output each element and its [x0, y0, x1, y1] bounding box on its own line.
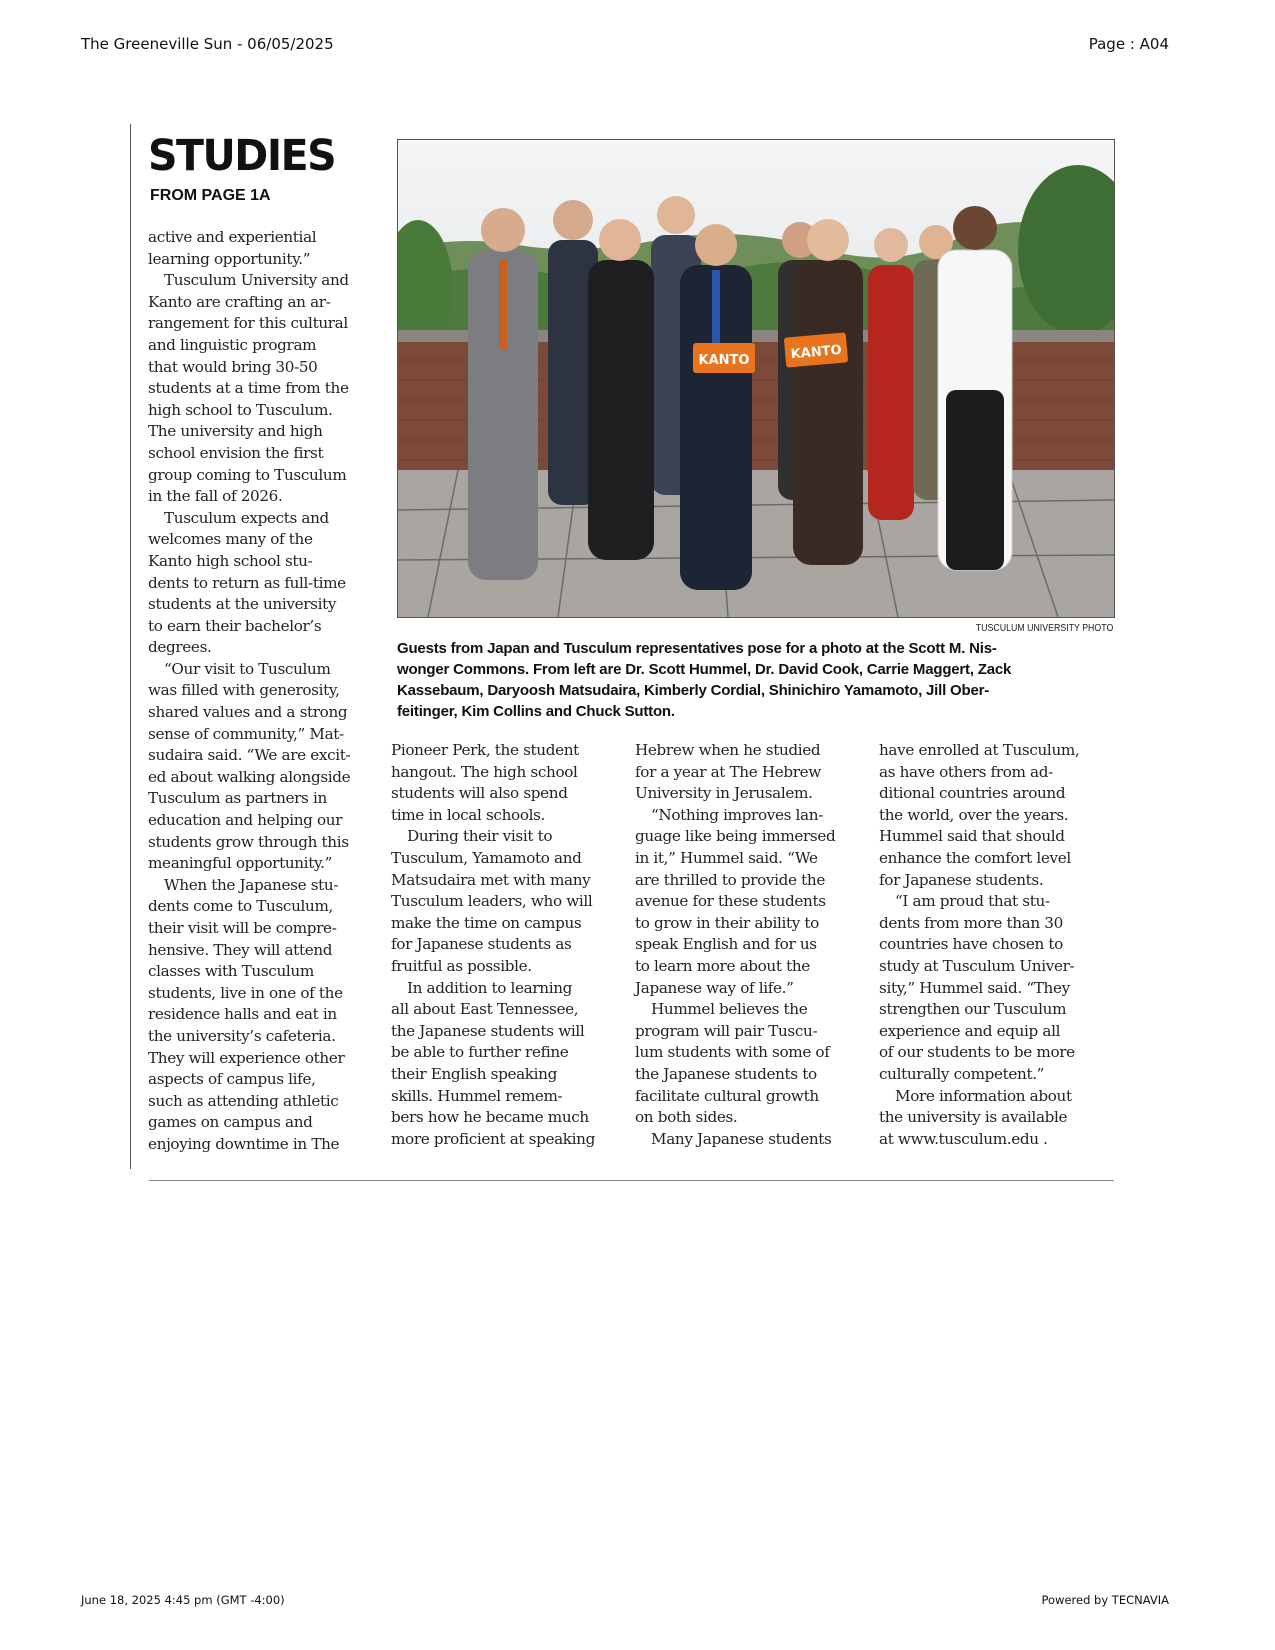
- article-text-line: their visit will be compre-: [148, 919, 337, 937]
- print-timestamp: June 18, 2025 4:45 pm (GMT -4:00): [81, 1593, 285, 1607]
- article-text-line: have enrolled at Tusculum,: [879, 741, 1080, 759]
- article-text-line: the university’s cafeteria.: [148, 1026, 336, 1045]
- article-text-line: of our students to be more: [879, 1043, 1075, 1062]
- article-text-line: ditional countries around: [879, 784, 1066, 803]
- article-text-line: lum students with some of: [635, 1043, 830, 1062]
- article-text-line: more proficient at speaking: [391, 1129, 595, 1148]
- article-text-line: make the time on campus: [391, 913, 582, 932]
- article-text-line: Hummel believes the: [651, 1000, 808, 1019]
- article-text-line: aspects of campus life,: [148, 1070, 316, 1089]
- article-text-line: be able to further refine: [391, 1043, 569, 1062]
- article-text-line: that would bring 30-50: [148, 357, 318, 376]
- powered-by: Powered by TECNAVIA: [1041, 1593, 1169, 1607]
- article-text-line: ed about walking alongside: [148, 767, 351, 786]
- article-text-line: culturally competent.”: [879, 1064, 1045, 1083]
- article-text-line: and linguistic program: [148, 335, 317, 354]
- article-text-line: Hebrew when he studied: [635, 741, 821, 759]
- article-text-line: high school to Tusculum.: [148, 400, 333, 419]
- article-text-line: dents to return as full-time: [148, 573, 346, 592]
- article-text-line: enjoying downtime in The: [148, 1134, 340, 1153]
- publication-date: The Greeneville Sun - 06/05/2025: [81, 35, 334, 53]
- article-text-line: welcomes many of the: [148, 530, 313, 549]
- article-text-line: the university is available: [879, 1108, 1068, 1127]
- article-text-line: hensive. They will attend: [148, 940, 333, 959]
- article-text-line: students at the university: [148, 595, 337, 614]
- person: [680, 224, 752, 590]
- article-text-line: fruitful as possible.: [391, 956, 532, 975]
- article-text-line: as have others from ad-: [879, 762, 1053, 781]
- article-text-line: degrees.: [148, 638, 212, 657]
- article-text-line: the Japanese students will: [391, 1021, 585, 1040]
- caption-line: Guests from Japan and Tusculum representatives pose for a photo at the Scott M. Nis-: [397, 640, 997, 657]
- article-text-line: hangout. The high school: [391, 762, 578, 781]
- caption-line: wonger Commons. From left are Dr. Scott Hummel, Dr. David Cook, Carrie Maggert, Zack: [397, 661, 1012, 678]
- article-text-line: on both sides.: [635, 1108, 738, 1127]
- kanto-sign-right: [784, 332, 848, 367]
- article-text-line: dents come to Tusculum,: [148, 897, 333, 916]
- person: [793, 219, 863, 565]
- article-text-line: experience and equip all: [879, 1021, 1061, 1040]
- article-text-line: sudaira said. “We are excit-: [148, 746, 351, 765]
- article-text-line: sity,” Hummel said. “They: [879, 978, 1070, 997]
- article-text-line: Kanto high school stu-: [148, 551, 313, 570]
- article-text-line: dents from more than 30: [879, 913, 1063, 932]
- article-text-line: education and helping our: [148, 811, 343, 830]
- article-text-line: students grow through this: [148, 832, 349, 851]
- article-text-line: avenue for these students: [635, 892, 826, 911]
- group-photo-illustration: [398, 140, 1114, 617]
- article-text-line: Tusculum University and: [164, 271, 349, 290]
- article-text-line: study at Tusculum Univer-: [879, 956, 1075, 975]
- article-column-2: [391, 740, 621, 1150]
- jump-line: FROM PAGE 1A: [150, 187, 271, 204]
- article-text-line: Kanto are crafting an ar-: [148, 292, 331, 311]
- person: [468, 208, 538, 580]
- article-text-line: all about East Tennessee,: [391, 1000, 579, 1019]
- article-text-line: They will experience other: [148, 1048, 345, 1067]
- article-text-line: skills. Hummel remem-: [391, 1086, 563, 1105]
- article-text-line: speak English and for us: [635, 935, 817, 954]
- kanto-sign-text: KANTO: [698, 353, 750, 368]
- article-text-line: students, live in one of the: [148, 983, 343, 1002]
- article-text-line: shared values and a strong: [148, 703, 348, 722]
- article-text-line: was filled with generosity,: [148, 681, 340, 700]
- article-text-line: the world, over the years.: [879, 805, 1069, 824]
- article-text-line: Tusculum as partners in: [148, 789, 327, 808]
- article-text-line: enhance the comfort level: [879, 848, 1071, 867]
- article-text-line: classes with Tusculum: [148, 962, 314, 981]
- article-text-line: are thrilled to provide the: [635, 870, 825, 889]
- article-text-line: at www.tusculum.edu .: [879, 1129, 1048, 1148]
- article-text-line: University in Jerusalem.: [635, 784, 813, 803]
- article-text-line: to grow in their ability to: [635, 913, 819, 932]
- article-text-line: students at a time from the: [148, 379, 349, 398]
- person: [868, 228, 914, 520]
- article-text-line: school envision the first: [148, 443, 324, 462]
- article-text-line: Hummel said that should: [879, 827, 1065, 846]
- article-text-line: games on campus and: [148, 1113, 313, 1132]
- article-text-line: strengthen our Tusculum: [879, 1000, 1067, 1019]
- article-text-line: for a year at The Hebrew: [635, 762, 821, 781]
- article-text-line: group coming to Tusculum: [148, 465, 347, 484]
- article-text-line: Pioneer Perk, the student: [391, 741, 579, 759]
- photo-caption: [397, 638, 1113, 722]
- page-number: Page : A04: [1088, 35, 1169, 53]
- article-text-line: time in local schools.: [391, 805, 546, 824]
- kanto-sign-left: [693, 343, 755, 373]
- caption-line: feitinger, Kim Collins and Chuck Sutton.: [397, 703, 675, 720]
- kanto-sign-text: KANTO: [790, 342, 843, 363]
- article-text-line: “Nothing improves lan-: [651, 805, 823, 824]
- article-text-line: in the fall of 2026.: [148, 487, 283, 506]
- article-text-line: students will also spend: [391, 784, 568, 803]
- article-text-line: active and experiential: [148, 228, 317, 246]
- article-text-line: The university and high: [148, 422, 323, 441]
- article-text-line: residence halls and eat in: [148, 1005, 337, 1024]
- article-text-line: “Our visit to Tusculum: [164, 659, 331, 678]
- article-text-line: “I am proud that stu-: [895, 892, 1050, 911]
- article-text-line: their English speaking: [391, 1064, 557, 1083]
- article-text-line: facilitate cultural growth: [635, 1086, 819, 1105]
- article-text-line: for Japanese students.: [879, 870, 1044, 889]
- article-text-line: learning opportunity.”: [148, 249, 311, 268]
- article-text-line: Many Japanese students: [651, 1129, 832, 1148]
- article-text-line: guage like being immersed: [635, 827, 836, 846]
- article-text-line: During their visit to: [407, 827, 553, 846]
- article-column-4: [879, 740, 1114, 1150]
- article-text-line: in it,” Hummel said. “We: [635, 848, 818, 867]
- left-column-rule: [130, 124, 131, 1169]
- caption-line: Kassebaum, Daryoosh Matsudaira, Kimberly Cordial, Shinichiro Yamamoto, Jill Ober-: [397, 682, 990, 699]
- article-text-line: for Japanese students as: [391, 935, 572, 954]
- article-column-1: [148, 227, 373, 1156]
- article-text-line: program will pair Tuscu-: [635, 1021, 818, 1040]
- person: [938, 206, 1012, 570]
- article-text-line: rangement for this cultural: [148, 314, 348, 333]
- article-text-line: Matsudaira met with many: [391, 870, 591, 889]
- article-text-line: such as attending athletic: [148, 1091, 339, 1110]
- article-text-line: to earn their bachelor’s: [148, 616, 322, 635]
- article-text-line: to learn more about the: [635, 956, 810, 975]
- article-text-line: In addition to learning: [407, 978, 573, 997]
- article-text-line: Tusculum expects and: [164, 508, 329, 527]
- article-text-line: the Japanese students to: [635, 1064, 817, 1083]
- headline: STUDIES: [148, 130, 336, 181]
- person: [588, 219, 654, 560]
- article-text-line: sense of community,” Mat-: [148, 724, 344, 743]
- article-text-line: Tusculum, Yamamoto and: [391, 848, 582, 867]
- article-text-line: meaningful opportunity.”: [148, 854, 333, 873]
- article-bottom-rule: [149, 1180, 1114, 1181]
- article-text-line: Japanese way of life.”: [635, 978, 794, 997]
- article-column-3: [635, 740, 865, 1150]
- article-text-line: Tusculum leaders, who will: [391, 892, 593, 911]
- photo-credit: TUSCULUM UNIVERSITY PHOTO: [975, 623, 1113, 634]
- article-text-line: countries have chosen to: [879, 935, 1063, 954]
- article-text-line: When the Japanese stu-: [164, 875, 339, 894]
- article-photo: [397, 139, 1115, 618]
- article-text-line: More information about: [895, 1086, 1072, 1105]
- article-text-line: bers how he became much: [391, 1108, 589, 1127]
